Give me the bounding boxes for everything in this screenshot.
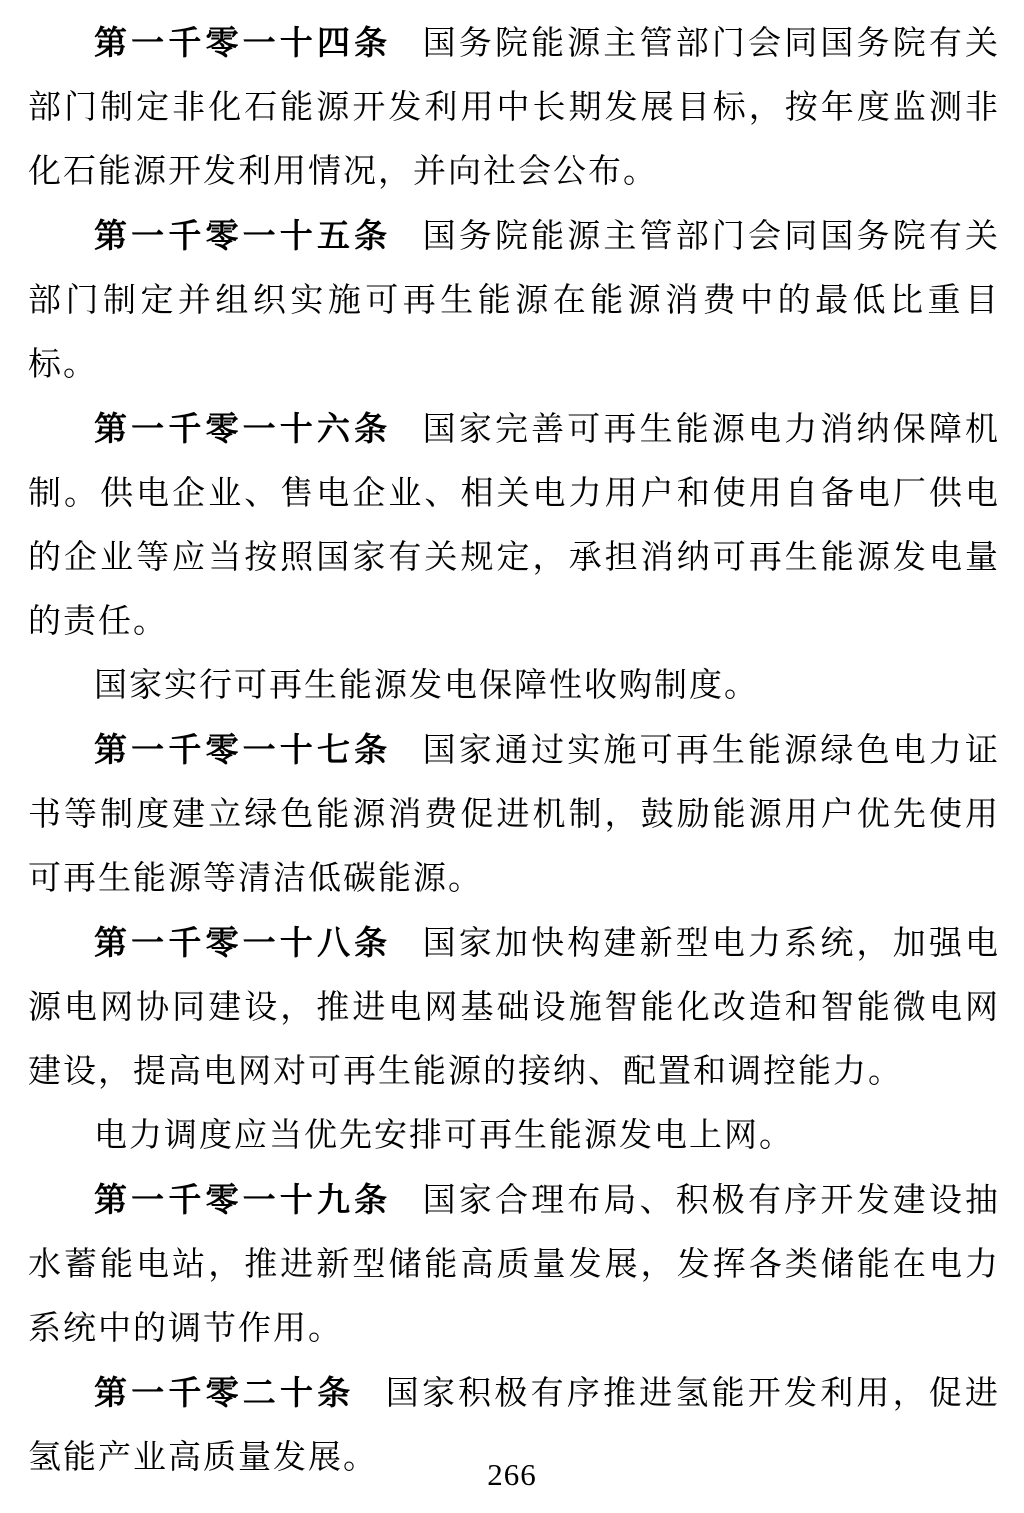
page-number: 266 (487, 1457, 537, 1492)
article-text: 国家合理布局、积极有序开发建设抽水蓄能电站，推进新型储能高质量发展，发挥各类储能在电力系统中的调节作用。 (28, 1183, 1001, 1347)
article-number: 第一千零一十四条 (94, 24, 392, 61)
article-paragraph (28, 204, 1000, 397)
article-paragraph (28, 1168, 1000, 1361)
article-number: 第一千零一十八条 (94, 924, 392, 961)
article-number: 第一千零一十六条 (94, 410, 392, 447)
article-paragraph (28, 397, 1000, 654)
article-text: 电力调度应当优先安排可再生能源发电上网。 (94, 1118, 794, 1154)
article-paragraph (28, 654, 1000, 718)
article-number: 第一千零一十九条 (94, 1181, 392, 1218)
article-number: 第一千零一十七条 (94, 731, 392, 768)
article-paragraph (28, 718, 1000, 911)
article-text: 国家加快构建新型电力系统，加强电源电网协同建设，推进电网基础设施智能化改造和智能微电网建设，提高电网对可再生能源的接纳、配置和调控能力。 (28, 926, 1001, 1090)
article-paragraph (28, 1104, 1000, 1168)
article-number: 第一千零一十五条 (94, 217, 392, 254)
article-text: 国务院能源主管部门会同国务院有关部门制定并组织实施可再生能源在能源消费中的最低比重目标。 (28, 219, 1001, 383)
article-paragraph (28, 911, 1000, 1104)
article-text: 国务院能源主管部门会同国务院有关部门制定非化石能源开发利用中长期发展目标，按年度监测非化石能源开发利用情况，并向社会公布。 (28, 26, 1001, 190)
article-text: 国家通过实施可再生能源绿色电力证书等制度建立绿色能源消费促进机制，鼓励能源用户优先使用可再生能源等清洁低碳能源。 (28, 733, 1001, 897)
article-text: 国家积极有序推进氢能开发利用，促进氢能产业高质量发展。 (28, 1376, 1001, 1476)
article-paragraph (28, 11, 1000, 204)
article-number: 第一千零二十条 (94, 1374, 355, 1411)
article-text: 国家完善可再生能源电力消纳保障机制。供电企业、售电企业、相关电力用户和使用自备电厂供电的企业等应当按照国家有关规定，承担消纳可再生能源发电量的责任。 (28, 412, 1001, 640)
article-text: 国家实行可再生能源发电保障性收购制度。 (94, 668, 759, 704)
